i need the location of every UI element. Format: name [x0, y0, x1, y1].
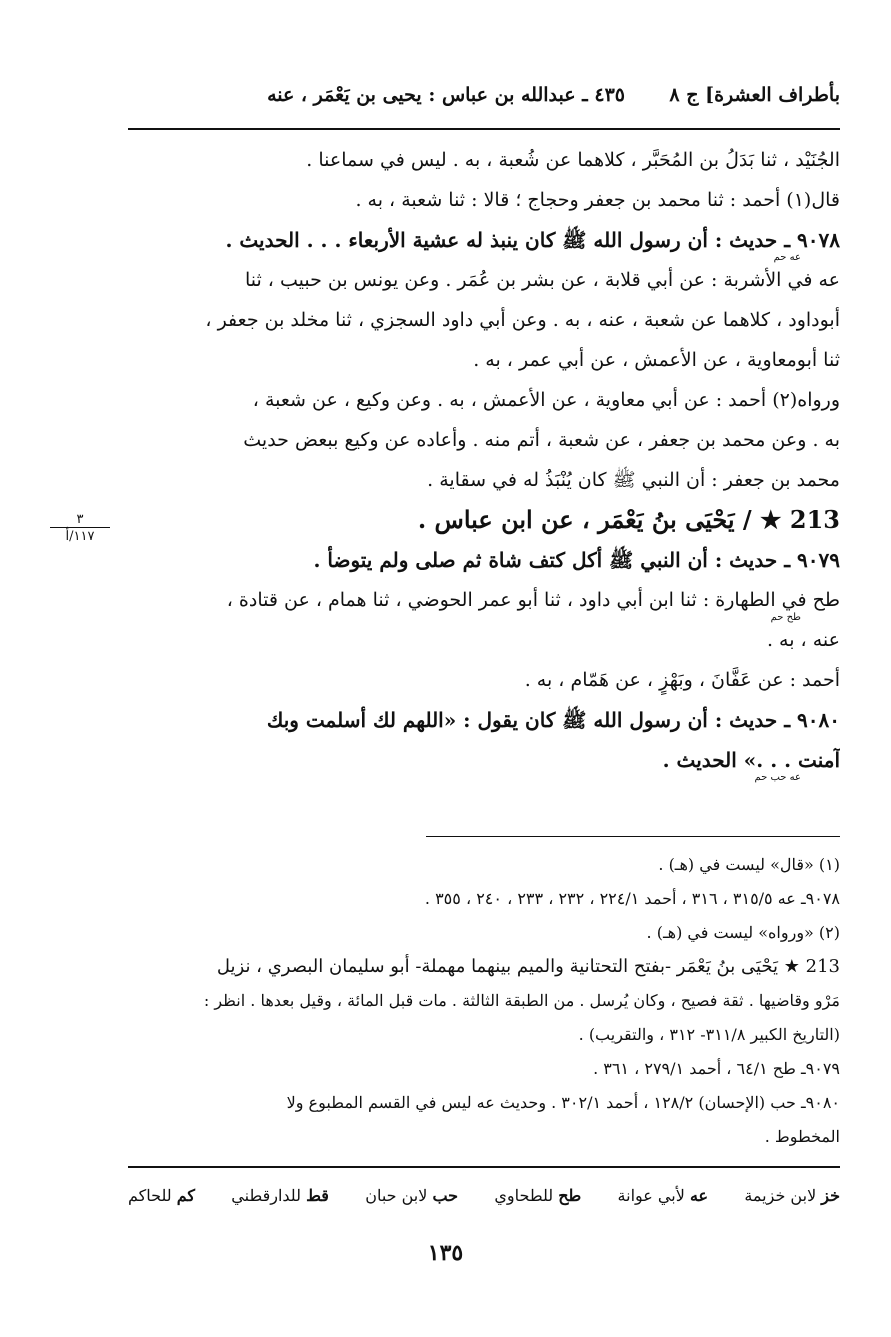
source-tag-9078: عه حم [773, 252, 801, 263]
abbr-code: خز [821, 1186, 840, 1205]
source-tag-9079: طح حم [770, 612, 801, 623]
footnote-line: مَرْو وقاضيها . ثقة فصيح ، وكان يُرسل . من الطبقة الثالثة . مات قبل المائة ، وقيل بعدها . انظر : [203, 991, 840, 1010]
footnote-rule [426, 836, 840, 837]
text-line: آمنت . . .» الحديث . [662, 748, 840, 772]
abbr-item [494, 1186, 581, 1205]
hadith-heading-9078: ٩٠٧٨ ـ حديث : أن رسول الله ﷺ كان ينبذ له عشية الأربعاء . . . الحديث . [225, 228, 840, 252]
footnote-line: ٩٠٧٩ـ طح ٦٤/١ ، أحمد ٢٧٩/١ ، ٣٦١ . [593, 1059, 840, 1078]
folio-ref: ١١٧/أ [50, 527, 110, 544]
footnotes [128, 848, 840, 1154]
hadith-heading-9080: ٩٠٨٠ ـ حديث : أن رسول الله ﷺ كان يقول : «اللهم لك أسلمت وبك [266, 708, 840, 732]
text-line: ورواه(٢) أحمد : عن أبي معاوية ، عن الأعمش ، به . وعن وكيع ، عن شعبة ، [252, 389, 840, 411]
page-number: ١٣٥ [427, 1240, 464, 1266]
abbr-code: قط [306, 1186, 329, 1205]
text-line: محمد بن جعفر : أن النبي ﷺ كان يُنْبَذُ له في سقاية . [427, 469, 840, 491]
abbr-item [618, 1186, 709, 1205]
header-chapter: ٤٣٥ ـ عبدالله بن عباس : يحيى بن يَعْمَر ، عنه [267, 84, 625, 106]
abbr-item [365, 1186, 458, 1205]
footnote-line: (٢) «ورواه» ليست في (هـ) . [646, 923, 840, 942]
text-line: عنه ، به . [766, 629, 840, 651]
footnote-line: 213 ★ يَحْيَى بنُ يَعْمَر -بفتح التحتانية والميم بينهما مهملة- أبو سليمان البصري ، نزيل [216, 956, 840, 977]
hadith-heading-9079: ٩٠٧٩ ـ حديث : أن النبي ﷺ أكل كتف شاة ثم صلى ولم يتوضأ . [313, 548, 840, 572]
main-text [128, 140, 840, 780]
abbr-name: للحاكم [128, 1186, 172, 1205]
footnote-line: (١) «قال» ليست في (هـ) . [658, 855, 840, 874]
footer-rule [128, 1166, 840, 1168]
footnote-line: ٩٠٨٠ـ حب (الإحسان) ١٢٨/٢ ، أحمد ٣٠٢/١ . وحديث عه ليس في القسم المطبوع ولا [286, 1093, 840, 1112]
running-header [128, 80, 840, 114]
narrator-heading-213: 213 ★ / يَحْيَى بنُ يَعْمَر ، عن ابن عباس . [417, 505, 840, 534]
abbr-code: طح [558, 1186, 582, 1205]
text-line: به . وعن محمد بن جعفر ، عن شعبة ، أتم منه . وأعاده عن وكيع ببعض حديث [243, 429, 840, 451]
abbr-name: للطحاوي [494, 1186, 554, 1205]
text-line: ثنا أبومعاوية ، عن الأعمش ، عن أبي عمر ، به . [473, 349, 840, 371]
text-line: أبوداود ، كلاهما عن شعبة ، عنه ، به . وعن أبي داود السجزي ، ثنا مخلد بن جعفر ، [205, 309, 840, 331]
text-line: طح في الطهارة : ثنا ابن أبي داود ، ثنا أبو عمر الحوضي ، ثنا همام ، عن قتادة ، [226, 589, 840, 611]
footnote-line: المخطوط . [764, 1127, 840, 1146]
abbr-name: للدارقطني [231, 1186, 301, 1205]
abbr-code: عه [689, 1186, 709, 1205]
abbreviation-key [128, 1186, 840, 1205]
abbr-name: لأبي عوانة [617, 1186, 685, 1205]
folio-number: ٣ [76, 512, 84, 527]
header-rule [128, 128, 840, 130]
header-volume: بأطراف العشرة] ج ٨ [669, 84, 840, 106]
text-line: عه في الأشربة : عن أبي قلابة ، عن بشر بن عُمَر . وعن يونس بن حبيب ، ثنا [244, 269, 840, 291]
abbr-item [128, 1186, 195, 1205]
abbr-item [744, 1186, 840, 1205]
footnote-line: (التاريخ الكبير ٣١١/٨- ٣١٢ ، والتقريب) . [578, 1025, 840, 1044]
abbr-name: لابن خزيمة [744, 1186, 817, 1205]
abbr-name: لابن حبان [365, 1186, 428, 1205]
footnote-line: ٩٠٧٨ـ عه ٣١٥/٥ ، ٣١٦ ، أحمد ٢٢٤/١ ، ٢٣٢ ، ٢٣٣ ، ٢٤٠ ، ٣٥٥ . [424, 889, 840, 908]
abbr-code: كم [176, 1186, 195, 1205]
text-line: أحمد : عن عَفَّانَ ، وبَهْزٍ ، عن هَمّام ، به . [524, 669, 840, 691]
abbr-code: حب [432, 1186, 459, 1205]
text-line: الجُنَيْد ، ثنا بَدَلُ بن المُحَبَّر ، كلاهما عن شُعبة ، به . ليس في سماعنا . [306, 149, 840, 171]
manuscript-folio-note [50, 512, 110, 544]
text-line: قال(١) أحمد : ثنا محمد بن جعفر وحجاج ؛ قالا : ثنا شعبة ، به . [355, 189, 840, 211]
source-tag-9080: عه حب حم [754, 772, 801, 783]
abbr-item [231, 1186, 329, 1205]
